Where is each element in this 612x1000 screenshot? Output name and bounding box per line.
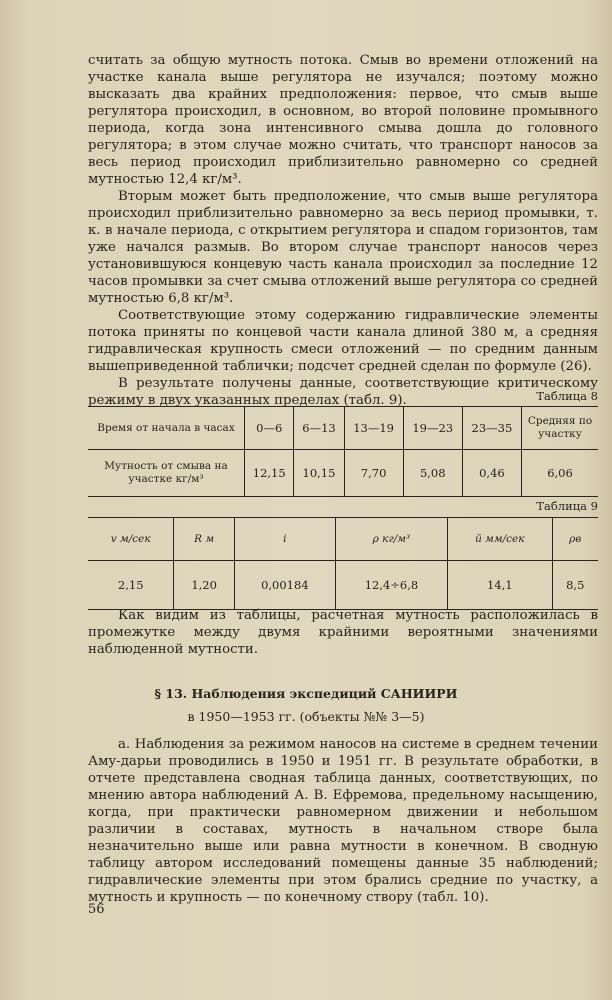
paragraph-1: считать за общую мутность потока. Смыв во времени отложений на участке канала выше регулятора не изучался; поэтому можно высказать два крайних предположения: первое, что смыв выше регулятора происходил, в основном, во второй половине промывного периода, когда зона интенсивного смыва дошла до головного регулятора; в этом случае можно считать, что транспорт наносов за весь период происходил приблизительно равномерно со средней мутностью 12,4 кг/м³.	[88, 53, 598, 187]
table-8-cell: 7,70	[344, 450, 403, 497]
table-9-cell: 0,00184	[234, 561, 335, 610]
table-9-caption: Таблица 9	[536, 499, 598, 513]
table-8-header-label: Время от начала в часах	[88, 407, 245, 450]
table-8	[88, 406, 598, 497]
table-8-cell: 0,46	[462, 450, 521, 497]
table-9-header-cell: R м	[174, 518, 234, 561]
table-8-header-cell: 23—35	[462, 407, 521, 450]
section-title: § 13. Наблюдения экспедиций САНИИРИ	[154, 686, 458, 701]
table-9-cell: 12,4÷6,8	[335, 561, 447, 610]
table-8-cell: 10,15	[294, 450, 344, 497]
table-8-header-cell: 19—23	[403, 407, 462, 450]
table-8-cell: 12,15	[245, 450, 294, 497]
table-9-header-cell: ρв	[552, 518, 598, 561]
table-8-header-cell: Средняя по участку	[522, 407, 599, 450]
table-8-header-cell: 13—19	[344, 407, 403, 450]
table-8-header-cell: 0—6	[245, 407, 294, 450]
section-subtitle: в 1950—1953 гг. (объекты №№ 3—5)	[187, 709, 425, 724]
body-text-middle	[88, 607, 598, 658]
body-text-bottom	[88, 736, 598, 906]
table-8-cell: 6,06	[522, 450, 599, 497]
paragraph-2: Вторым может быть предположение, что смыв выше регулятора происходил приблизительно равномерно за весь период промывки, т. к. в начале периода, с открытием регулятора и спадом горизонтов, там уже начался размыв. Во втором случае транспорт наносов через установившуюся концевую часть канала происходил за последние 12 часов промывки за счет смыва отложений выше регулятора со средней мутностью 6,8 кг/м³.	[88, 189, 598, 306]
table-8-row-label: Мутность от смыва на участке кг/м³	[104, 460, 228, 485]
body-text-top	[88, 52, 598, 409]
table-8-cell: 5,08	[403, 450, 462, 497]
table-9-header-cell: v м/сек	[88, 518, 174, 561]
table-9-cell: 14,1	[448, 561, 553, 610]
table-9-header-cell: ρ кг/м³	[335, 518, 447, 561]
table-8-caption: Таблица 8	[536, 389, 598, 403]
page-number: 56	[88, 902, 105, 917]
table-8-header-cell: 6—13	[294, 407, 344, 450]
table-9-cell: 1,20	[174, 561, 234, 610]
table-9	[88, 517, 598, 610]
paragraph-4: В результате получены данные, соответствующие критическому режиму в двух указанных пределах (табл. 9).	[88, 376, 598, 408]
paragraph-3: Соответствующие этому содержанию гидравлические элементы потока приняты по концевой части канала длиной 380 м, а средняя гидравлическая крупность смеси отложений — по средним данным вышеприведенной таблички; подсчет средней сделан по формуле (26).	[88, 308, 598, 374]
table-9-header-cell: i	[234, 518, 335, 561]
paragraph-6: а. Наблюдения за режимом наносов на системе в среднем течении Аму-дарьи проводились в 1950 и 1951 гг. В результате обработки, в отчете представлена сводная таблица данных, соответствующих, по мнению автора наблюдений А. В. Ефремова, предельному насыщению, когда, при практически равномерном движении и небольшом различии в составах, мутность в начальном створе была незначительно выше или равна мутности в конечном. В сводную таблицу автором исследований помещены данные 35 наблюдений; гидравлические элементы при этом брались средние по участку, а мутность и крупность — по конечному створу (табл. 10).	[88, 737, 598, 905]
table-9-cell: 8,5	[552, 561, 598, 610]
paragraph-5: Как видим из таблицы, расчетная мутность расположилась в промежутке между двумя крайними вероятными значениями наблюденной мутности.	[88, 608, 598, 657]
table-9-cell: 2,15	[117, 578, 144, 592]
table-9-header-cell: ū мм/сек	[448, 518, 553, 561]
